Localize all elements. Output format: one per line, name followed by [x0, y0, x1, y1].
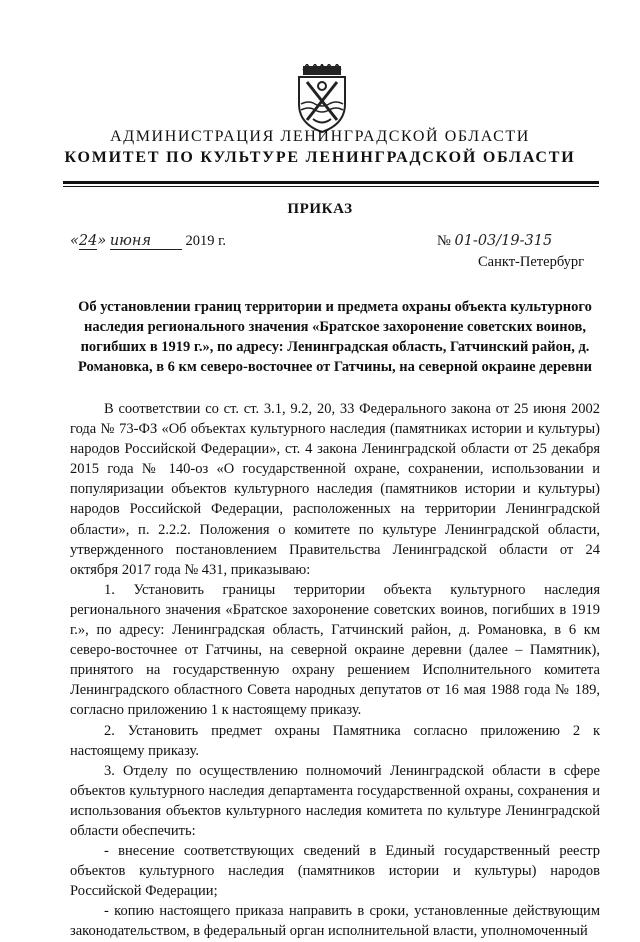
order-number	[437, 233, 552, 250]
item-1-paragraph: 1. Установить границы территории объекта культурного наследия регионального значения «Братское захоронение советских воинов, погибших в 1919 г.», по адресу: Ленинградская область, Гатчинский район, д. Романовка, в 6 км северо-восточнее от Гатчины, на северной окраине деревни (далее – Памятник), принятого на государственную охрану решением Исполнительного комитета Ленинградского областного Совета народных депутатов от 16 мая 1988 года № 189, согласно приложению 1 к настоящему приказу.	[70, 581, 600, 719]
number-value: 01-03/19-315	[454, 233, 553, 249]
preamble-paragraph: В соответствии со ст. ст. 3.1, 9.2, 20, 33 Федерального закона от 25 июня 2002 года № 73-ФЗ «Об объектах культурного наследия (памятниках истории и культуры) народов Российской Федерации», ст. 4 закона Ленинградской области от 25 декабря 2015 года № 140-оз «О государственной охране, сохранении, использовании и популяризации объектов культурного наследия (памятников истории и культуры) народов Российской Федерации, расположенных на территории Ленинградской области», п. 2.2.2. Положения о комитете по культуре Ленинградской области, утвержденного постановлением Правительства Ленинградской области от 24 октября 2017 года № 431, приказываю:	[70, 401, 600, 578]
header-divider-thin	[63, 186, 599, 187]
date-year: 2019 г.	[185, 233, 227, 249]
order-body	[70, 399, 600, 942]
order-title: ПРИКАЗ	[287, 201, 353, 217]
order-subject: Об установлении границ территории и предмета охраны объекта культурного наследия регионального значения «Братское захоронение советских воинов, погибших в 1919 г.», по адресу: Ленинградская область, Гатчинский район, д. Романовка, в 6 км северо-восточнее от Гатчины, на северной окраине деревни	[77, 299, 592, 375]
committee-name: КОМИТЕТ ПО КУЛЬТУРЕ ЛЕНИНГРАДСКОЙ ОБЛАСТИ	[64, 149, 576, 166]
date-open-quote: «	[70, 233, 79, 249]
item-2-paragraph: 2. Установить предмет охраны Памятника согласно приложению 2 к настоящему приказу.	[70, 722, 600, 759]
header-divider-thick	[63, 181, 599, 184]
item-3-2-paragraph: - копию настоящего приказа направить в сроки, установленные действующим законодательством, в федеральный орган исполнительной власти, уполномоченный	[70, 903, 600, 940]
date-close-quote: »	[97, 233, 107, 249]
date-month: июня	[110, 233, 182, 250]
order-date	[70, 233, 226, 250]
date-day: 24	[78, 233, 98, 249]
item-3-1-paragraph: - внесение соответствующих сведений в Единый государственный реестр объектов культурного наследия (памятников истории и культуры) народов Российской Федерации;	[70, 843, 600, 900]
item-3-paragraph: 3. Отделу по осуществлению полномочий Ленинградской области в сфере объектов культурного наследия департамента государственной охраны, сохранения и использования объектов культурного наследия комитета по культуре Ленинградской области обеспечить:	[70, 762, 600, 839]
number-label: №	[437, 233, 451, 249]
city: Санкт-Петербург	[478, 254, 585, 270]
coat-of-arms-icon	[293, 64, 351, 134]
agency-name: АДМИНИСТРАЦИЯ ЛЕНИНГРАДСКОЙ ОБЛАСТИ	[110, 128, 530, 145]
